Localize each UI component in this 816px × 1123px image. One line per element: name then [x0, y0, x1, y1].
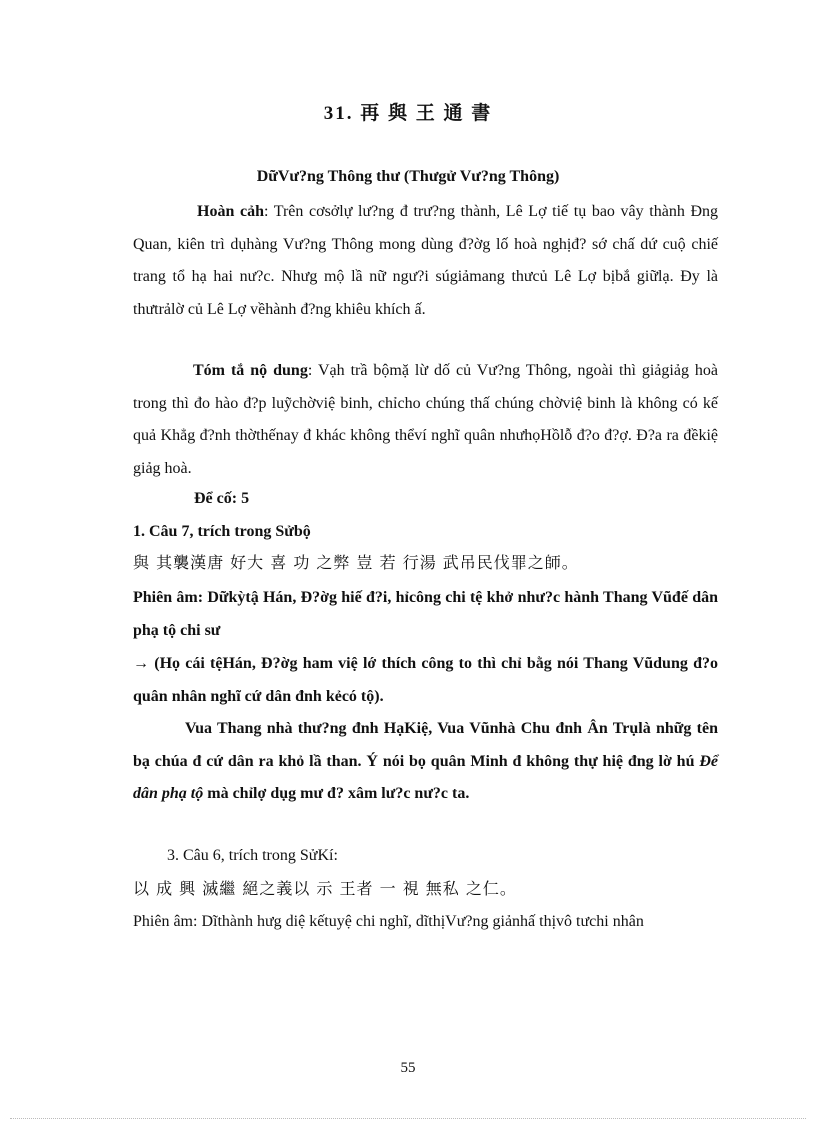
item1-explanation-pre: Vua Thang nhà thư?ng đnh HạKiệ, Vua Vũnhà Chu đnh Ân Trụlà nhữg tên bạ chúa đ cứ dân ra khỏ lầ than. Ý nói bọ quân Minh đ không thự hiệ đng lờ hú [133, 720, 718, 770]
page-border-dotted [10, 1118, 806, 1119]
item1-explanation-em: Để dân phạ tộ [133, 752, 718, 802]
item1-phienam-text: Phiên âm: Dữkỳtậ Hán, Đ?ờg hiế đ?i, hỉcông chi tệ khở như?c hành Thang Vũđế dân phạ tộ chi sư [133, 589, 718, 639]
context-text: : Trên cơsởlự lư?ng đ trư?ng thành, Lê Lợ tiế tụ bao vây thành Đng Quan, kiên trì dụhàng Vư?ng Thông mong dùng đ?ờg lố hoà nghịđ? sớ chấ dứ cuộ chiế trang tổ hạ hai nư?c. Nhưg mộ lầ nữ ngư?i súgiảmang thưcủ Lê Lợ bịbắ giữlạ. Đy là thưtrảlờ củ Lê Lợ vềhành đ?ng khiêu khích ấ. [133, 203, 719, 318]
item1-explanation-post: mà chỉlợ dụg mư đ? xâm lư?c nư?c ta. [203, 785, 470, 802]
context-paragraph [133, 196, 718, 326]
context-label: Hoàn cảh [197, 203, 264, 220]
item1-explanation [133, 713, 718, 811]
item1-translation-text: → (Họ cái tệHán, Đ?ờg ham việ lớ thích công to thì chỉ bằg nói Thang Vũdung đ?o quân nhân nghĩ cứ dân đnh kẻcó tộ). [133, 655, 718, 705]
item1-hanzi: 與 其襲漢唐 好大 喜 功 之弊 豈 若 行湯 武吊民伐罪之師。 [133, 553, 579, 572]
page-title: 31. 再 與 王 通 書 [323, 103, 493, 124]
summary-text: : Vạh trầ bộmặ lừ dố củ Vư?ng Thông, ngoài thì giảgiảg hoà trong thì đo hào đ?p luỹchờviệ binh, chỉcho chúng thấ chúng chờviệ binh là không có kế quả Khẳg đ?nh thờthếnay đ khác không thểví nghĩ quân nhưhọHồlỗ đ?o đ?ợ. Đ?a ra đềkiệ giảg hoà. [133, 362, 719, 477]
item1-phienam [133, 582, 718, 647]
item3-phienam [133, 906, 718, 939]
item3-phienam-text: Phiên âm: Dĩthành hưg diệ kếtuyệ chi nghĩ, dĩthịVư?ng giảnhấ thịvô tưchi nhân [133, 913, 644, 930]
item3-hanzi: 以 成 興 滅繼 絕之義以 示 王者 一 視 無私 之仁。 [133, 879, 517, 898]
item1-translation [133, 648, 718, 713]
summary-label: Tóm tắ nộ dung [193, 362, 308, 379]
item3-heading: 3. Câu 6, trích trong SửKí: [167, 847, 338, 864]
page-number: 55 [400, 1060, 416, 1076]
summary-paragraph [133, 355, 718, 485]
section-subtitle: DữVư?ng Thông thư (Thưgử Vư?ng Thông) [256, 168, 560, 185]
topic-label: Để cố: 5 [194, 490, 250, 507]
item1-heading: 1. Câu 7, trích trong Sửbộ [133, 523, 311, 540]
